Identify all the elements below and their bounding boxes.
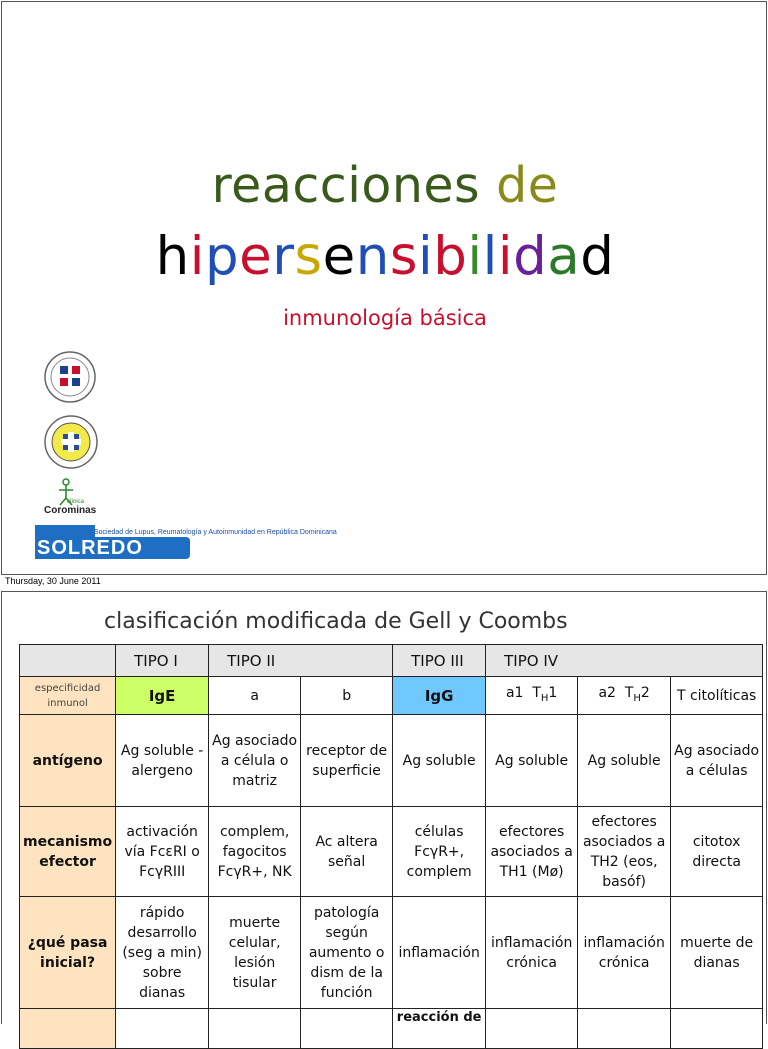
spec-igg: IgG <box>393 677 486 715</box>
header-tipo-2: TIPO II <box>209 645 393 677</box>
table-row <box>20 897 763 1009</box>
table-cell <box>116 1009 209 1049</box>
header-tipo-1: TIPO I <box>116 645 209 677</box>
title-slide <box>1 1 767 575</box>
table-cell: Ag soluble <box>578 715 671 807</box>
row-label-mecanismo: mecanismo efector <box>20 807 116 897</box>
title-letter: s <box>389 226 418 287</box>
title-letter: l <box>482 226 498 287</box>
solredo-caption: Sociedad de Lupus, Reumatología y Autoinmunidad en República Dominicana <box>94 529 337 536</box>
header-row <box>20 645 763 677</box>
table-cell: efectores asociados a TH2 (eos, basóf) <box>578 807 671 897</box>
table-cell: inflamación <box>393 897 486 1009</box>
spec-label: especificidad inmunol <box>20 677 116 715</box>
title-letter: i <box>189 226 205 287</box>
hospital-seal-icon <box>44 415 98 469</box>
table-cell: Ac altera señal <box>301 807 393 897</box>
title-letter: s <box>294 226 323 287</box>
table-cell: patología según aumento o dism de la función <box>301 897 393 1009</box>
title-letter: de <box>496 157 559 214</box>
table-row <box>20 1009 763 1049</box>
spec-tcyto: T citolíticas <box>671 677 763 715</box>
slide2-title: clasificación modificada de Gell y Coombs <box>104 609 568 634</box>
title-letter: b <box>433 226 468 287</box>
table-cell: Ag asociado a célula o matriz <box>209 715 301 807</box>
header-tipo-3: TIPO III <box>393 645 486 677</box>
table-cell: inflamación crónica <box>578 897 671 1009</box>
table-cell: receptor de superficie <box>301 715 393 807</box>
table-cell <box>301 1009 393 1049</box>
header-tipo-4: TIPO IV <box>486 645 763 677</box>
table-cell: reacción de <box>393 1009 486 1049</box>
spec-row <box>20 677 763 715</box>
title-letter: i <box>497 226 514 287</box>
spec-a: a <box>209 677 301 715</box>
table-cell: complem, fagocitos FcγR+, NK <box>209 807 301 897</box>
title-letter: i <box>467 226 483 287</box>
header-empty <box>20 645 116 677</box>
table-row <box>20 715 763 807</box>
table-cell: Ag soluble <box>393 715 486 807</box>
table-cell: muerte celular, lesión tisular <box>209 897 301 1009</box>
slide-title-line2 <box>2 224 768 290</box>
table-row <box>20 807 763 897</box>
corominas-logo: Corominas <box>44 505 97 516</box>
spec-th1: a1 $T_H1$ <box>486 677 578 715</box>
row-label-que-pasa: ¿qué pasa inicial? <box>20 897 116 1009</box>
row-label-antigeno: antígeno <box>20 715 116 807</box>
spec-ige: IgE <box>116 677 209 715</box>
slide-title-line1 <box>2 155 768 217</box>
slide-date: Thursday, 30 June 2011 <box>5 576 101 586</box>
title-letter: h <box>155 226 190 287</box>
slide-subtitle: inmunología básica <box>283 306 487 330</box>
university-seal-icon <box>44 351 96 403</box>
row-label-cut <box>20 1009 116 1049</box>
title-letter: p <box>204 226 240 287</box>
classification-slide <box>1 591 767 1024</box>
title-letter: a <box>547 226 581 287</box>
title-letter: reacciones <box>211 157 497 214</box>
spec-b: b <box>301 677 393 715</box>
title-letter: i <box>417 226 434 287</box>
table-cell: rápido desarrollo (seg a min) sobre dianas <box>116 897 209 1009</box>
table-cell <box>578 1009 671 1049</box>
table-cell <box>671 1009 763 1049</box>
table-cell: citotox directa <box>671 807 763 897</box>
gell-coombs-table <box>19 644 763 1049</box>
table-cell: Ag asociado a células <box>671 715 763 807</box>
table-cell: inflamación crónica <box>486 897 578 1009</box>
title-letter: e <box>239 226 273 287</box>
spec-th2: a2 $T_H2$ <box>578 677 671 715</box>
table-cell: células FcγR+, complem <box>393 807 486 897</box>
table-cell <box>486 1009 578 1049</box>
table-cell: activación vía FcεRI o FcγRIII <box>116 807 209 897</box>
title-letter: d <box>580 226 615 287</box>
solredo-logo-text: SOLREDO <box>37 537 143 559</box>
table-cell: muerte de dianas <box>671 897 763 1009</box>
table-cell: Ag soluble <box>486 715 578 807</box>
title-letter: n <box>355 226 390 287</box>
title-letter: d <box>513 226 548 287</box>
table-cell: efectores asociados a TH1 (Mø) <box>486 807 578 897</box>
table-cell <box>209 1009 301 1049</box>
title-letter: r <box>272 226 295 287</box>
table-cell: Ag soluble -alergeno <box>116 715 209 807</box>
corominas-small-label: clínica <box>67 499 85 505</box>
title-letter: e <box>322 226 356 287</box>
